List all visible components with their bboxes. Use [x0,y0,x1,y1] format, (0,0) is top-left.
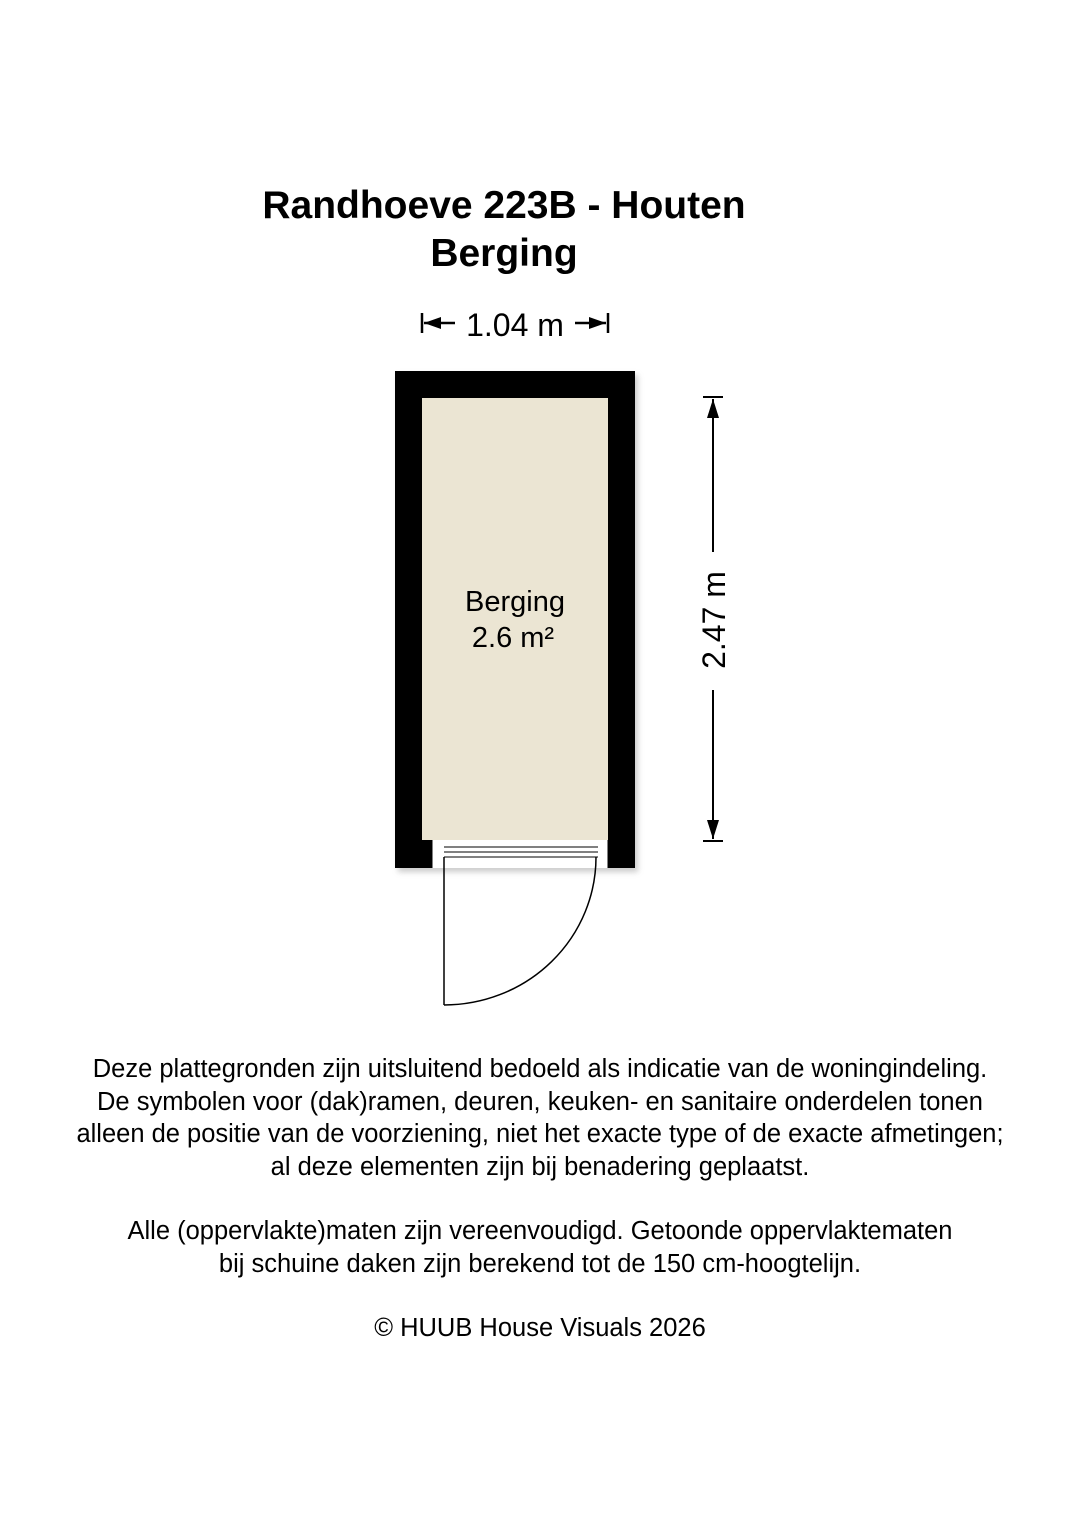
disclaimer-paragraph-2 [0,1215,1080,1280]
width-dimension [422,307,608,343]
room-floor [422,398,608,840]
copyright-notice: © HUUB House Visuals 2026 [374,1314,706,1342]
disclaimer-paragraph-1 [0,1053,1080,1183]
disclaimer-line: al deze elementen zijn bij benadering geplaatst. [270,1152,810,1181]
plan-title: Randhoeve 223B - Houten [262,184,746,227]
height-dimension [696,397,732,841]
room-area: 2.6 m² [471,622,555,654]
disclaimer-line: alleen de positie van de voorziening, niet het exacte type of de exacte afmetingen; [76,1120,1004,1148]
disclaimer-line: De symbolen voor (dak)ramen, deuren, keuken- en sanitaire onderdelen tonen [97,1087,983,1116]
plan-subtitle: Berging [430,232,578,275]
room-name: Berging [465,586,565,618]
door-opening [432,840,608,868]
disclaimer-line: Deze plattegronden zijn uitsluitend bedoeld als indicatie van de woningindeling. [92,1055,988,1083]
door-swing [444,857,596,1005]
disclaimer-line: Alle (oppervlakte)maten zijn vereenvoudigd. Getoonde oppervlaktematen [127,1217,953,1245]
width-label: 1.04 m [466,307,564,343]
disclaimer-line: bij schuine daken zijn berekend tot de 150 cm-hoogtelijn. [218,1249,862,1278]
height-label: 2.47 m [696,571,732,669]
